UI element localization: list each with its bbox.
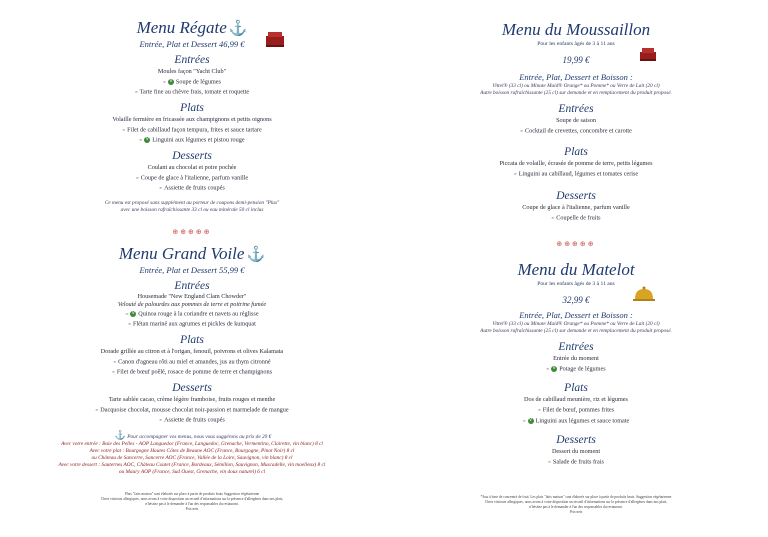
wine-pairing: ou Château de Sancerre, Sancerre AOC (France, Vallée de la Loire, Sauvignon, vin blanc) 8 cl: [91, 454, 293, 461]
homemade-icon: ∞: [159, 185, 163, 191]
age-range: Pour les enfants âgés de 3 à 11 ans: [537, 41, 615, 47]
list-item: ∞ Dacquoise chocolat, mousse chocolat noir-passion et marmelade de mangue: [95, 406, 289, 414]
list-item: ∞ Assiette de fruits coupés: [159, 184, 225, 192]
footer-legend: *Issu à base de concentré de fruit. Les plats "faits maison" sont élaborés sur place à partir de produits bruts. Suggestion végétarienne: [480, 495, 672, 499]
menu-note: avec une boisson rafraîchissante 33 cl ou eau minérale 50 cl inclus: [120, 206, 264, 213]
section-title: Entrées: [558, 341, 594, 353]
anchor-icon: ⚓: [114, 429, 126, 440]
homemade-icon: ∞: [128, 321, 131, 327]
homemade-icon: ∞: [537, 407, 541, 413]
menu-price: 32,99 €: [562, 295, 590, 305]
menu-moussaillon: [384, 20, 768, 223]
list-item: ∞ Linguini au cabillaud, légumes et tomates cerise: [513, 170, 639, 178]
menu-matelot: [384, 260, 768, 468]
vegetarian-icon: V: [131, 311, 135, 316]
list-item: Entrée du moment: [553, 355, 599, 362]
list-item: Housemade "New England Clam Chowder": [137, 293, 247, 300]
list-item: ∞ Coupelle de fruits: [551, 214, 601, 222]
list-item: Dos de cabillaud meunière, riz et légumes: [524, 396, 628, 404]
footer-allergens: Chers visiteurs allergiques, nous avons à votre disposition un recueil d'informations sur la présence d'allergènes dans nos plats,: [484, 500, 668, 504]
list-item: Volaille fermière en fricassée aux champignons et petits oignons: [112, 115, 272, 123]
vegetarian-icon: V: [145, 137, 149, 143]
formula: Entrée, Plat, Dessert et Boisson :: [519, 310, 633, 320]
wine-pairing: Avec votre dessert : Sauternes AOC, Château Coutet (France, Bordeaux, Sémillon, Sauvignon, Muscadelle, vin moelleux) 8 cl: [58, 461, 326, 468]
list-item: Soupe de saison: [556, 117, 596, 124]
homemade-icon: ∞: [95, 406, 99, 412]
list-item: ∞ Salade de fruits frais: [548, 458, 604, 466]
homemade-icon: ∞: [113, 358, 117, 364]
homemade-icon: ∞: [163, 79, 166, 84]
footer-allergens: n'hésitez pas à le demander à l'un des responsables du restaurant.: [145, 502, 239, 506]
list-item: ∞ Filet de bœuf, pommes frites: [537, 406, 615, 414]
footer: [384, 495, 768, 515]
wine-pairing: Avec votre entrée : Baie des Pelles - AOP Languedoc (France, Languedoc, Grenache, Vermentino, Clairette, vin blanc) 8 cl: [61, 440, 323, 447]
list-item: Coulant au chocolat et poire pochée: [147, 163, 237, 171]
menu-matelot-title: Menu du Matelot: [517, 260, 635, 279]
drinks: Vittel® (33 cl) ou Minute Maid® Orange* ou Pomme* ou Verre de Lait (20 cl): [492, 321, 660, 327]
list-item: ∞ V Soupe de légumes: [163, 78, 221, 86]
list-item: ∞ Filet de bœuf poêlé, rosace de pomme de terre et champignons: [111, 368, 272, 376]
menu-grand-voile-title: Menu Grand Voile ⚓: [118, 244, 266, 263]
vegetarian-icon: V: [552, 366, 556, 371]
anchor-icon: ⚓: [246, 247, 266, 263]
drinks-note: Autre boisson rafraîchissante (25 cl) sur demande et en remplacement du produit proposé.: [480, 90, 672, 96]
homemade-icon: ∞: [159, 417, 163, 423]
section-title: Desserts: [172, 149, 212, 162]
homemade-icon: ∞: [522, 417, 526, 423]
homemade-icon: ∞: [551, 214, 555, 220]
vegetarian-icon: V: [529, 417, 533, 423]
homemade-icon: ∞: [122, 126, 126, 132]
section-title: Plats: [180, 333, 204, 346]
list-item: ∞ Flétan mariné aux agrumes et pickles de kumquat: [128, 320, 256, 328]
homemade-icon: ∞: [125, 311, 129, 316]
list-item: ∞ Tarte fine au chèvre frais, tomate et roquette: [134, 88, 250, 96]
divider-dots: ⊕⊕⊕⊕⊕: [556, 240, 596, 248]
wine-intro: ⚓ Pour accompagner vos menus, nous vous suggérons au prix de 20 €: [114, 429, 272, 440]
homemade-icon: ∞: [513, 171, 517, 177]
section-title: Plats: [564, 382, 588, 395]
homemade-icon: ∞: [134, 89, 138, 95]
wine-pairing: ou Maury AOP (France, Sud Ouest, Grenache, vin doux naturel) 6 cl: [118, 468, 266, 475]
age-range: Pour les enfants âgés de 3 à 11 ans: [537, 281, 615, 287]
section-title: Plats: [564, 146, 588, 159]
homemade-icon: ∞: [111, 369, 115, 375]
footer-prices: Prix nets: [569, 510, 583, 514]
section-title: Plats: [180, 101, 204, 114]
section-title: Desserts: [172, 381, 212, 394]
homemade-icon: ∞: [139, 137, 143, 143]
wine-pairing: Avec votre plat : Bourgogne Hautes Côtes de Beaune AOC (France, Bourgogne, Pinot Noir) 8 cl: [89, 447, 295, 454]
menu-price: 19,99 €: [562, 55, 590, 65]
list-item: ∞ V Quinoa rouge à la coriandre et navets au réglisse: [125, 310, 259, 318]
list-item: Velouté de palourdes aux pommes de terre et poitrine fumée: [117, 301, 267, 308]
list-item: ∞ Cocktail de crevettes, concombre et carotte: [520, 127, 632, 135]
anchor-icon: ⚓: [228, 21, 248, 37]
menu-regate: [0, 18, 384, 214]
footer-legend: Plats "faits maison" sont élaborés sur place à partir de produits bruts Suggestion végétarienne: [124, 492, 260, 496]
list-item: ∞ Coupe de glace à l'italienne, parfum vanille: [135, 174, 249, 182]
menu-regate-subtitle: Entrée, Plat et Dessert 46,99 €: [139, 39, 245, 49]
list-item: ∞ V Potage de légumes: [546, 365, 606, 373]
homemade-icon: ∞: [548, 459, 551, 465]
section-title: Entrées: [558, 103, 594, 115]
list-item: Moules façon "Yacht Club": [157, 68, 227, 75]
section-title: Desserts: [556, 189, 596, 202]
section-title: Entrées: [174, 280, 210, 292]
drinks-note: Autre boisson rafraîchissante (25 cl) sur demande et en remplacement du produit proposé.: [480, 328, 672, 334]
footer-allergens: n'hésitez pas à le demander à l'un des responsables du restaurant.: [529, 505, 623, 509]
menu-grand-voile-subtitle: Entrée, Plat et Dessert 55,99 €: [139, 265, 245, 275]
homemade-icon: ∞: [546, 366, 550, 371]
homemade-icon: ∞: [520, 128, 523, 133]
footer-prices: Prix nets: [185, 507, 199, 511]
list-item: ∞ V Linguini aux légumes et pistou rouge: [139, 136, 245, 144]
menu-moussaillon-title: Menu du Moussaillon: [501, 20, 651, 39]
right-page: [384, 0, 768, 537]
footer-allergens: Chers visiteurs allergiques, nous avons à votre disposition un recueil d'informations sur la présence d'allergènes dans nos plats,: [100, 497, 284, 501]
vegetarian-icon: V: [169, 79, 173, 84]
menu-note: Ce menu est proposé sans supplément au porteur de coupons demi-pension "Plus": [104, 199, 280, 206]
list-item: Coupe de glace à l'italienne, parfum vanille: [522, 203, 630, 211]
divider-dots: ⊕⊕⊕⊕⊕: [172, 228, 212, 236]
list-item: ∞ Filet de cabillaud façon tempura, frites et sauce tartare: [122, 126, 262, 134]
list-item: Tarte sablée cacao, crème légère framboise, fruits rouges et menthe: [108, 395, 276, 403]
section-title: Desserts: [556, 434, 596, 447]
footer: [0, 492, 384, 512]
list-item: ∞ V Linguini aux légumes et sauce tomate: [522, 417, 630, 425]
homemade-icon: ∞: [135, 174, 139, 180]
drinks: Vittel® (33 cl) ou Minute Maid® Orange* ou Pomme* ou Verre de Lait (20 cl): [492, 83, 660, 89]
list-item: Piccata de volaille, écrasée de pomme de terre, petits légumes: [499, 160, 653, 168]
list-item: Dorade grillée au citron et à l'origan, fenouil, poivrons et olives Kalamata: [100, 347, 284, 355]
section-title: Entrées: [174, 54, 210, 66]
list-item: ∞ Assiette de fruits coupés: [159, 416, 225, 424]
list-item: Dessert du moment: [551, 448, 601, 456]
menu-regate-title: Menu Régate ⚓: [136, 18, 248, 37]
formula: Entrée, Plat, Dessert et Boisson :: [519, 72, 633, 82]
menu-grand-voile: [0, 244, 384, 476]
list-item: ∞ Canon d'agneau rôti au miel et amandes, jus au thym citronné: [113, 358, 271, 366]
